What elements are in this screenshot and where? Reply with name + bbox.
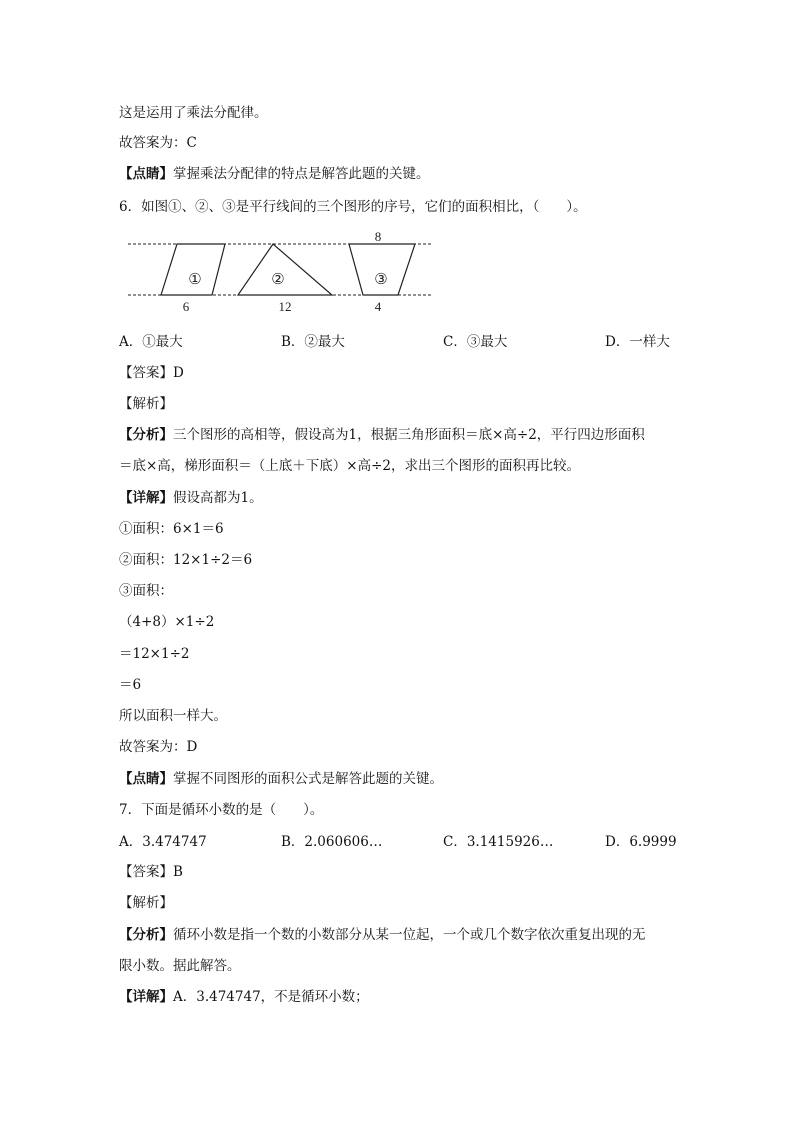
tag: 【详解】 <box>119 989 173 1005</box>
label-base-4: 4 <box>374 299 382 314</box>
figure-parallel-lines <box>120 226 440 316</box>
question-6-stem: 6．如图①、②、③是平行线间的三个图形的序号，它们的面积相比，（ ）。 <box>119 199 587 215</box>
calc-line: ＝12×1÷2 <box>119 646 190 662</box>
analysis-title: 【解析】 <box>119 396 173 412</box>
shape1-label: ① <box>188 272 202 288</box>
answer-line: 【答案】D <box>119 365 184 381</box>
option-d: D．6.9999 <box>605 834 677 850</box>
analysis-line: ＝底×高，梯形面积＝（上底＋下底）×高÷2，求出三个图形的面积再比较。 <box>119 458 581 474</box>
triangle-shape <box>238 244 332 295</box>
answer-line: 【答案】B <box>119 864 183 880</box>
label-base-12: 12 <box>278 299 292 314</box>
tag: 【点睛】 <box>119 166 173 182</box>
text: 假设高都为1。 <box>173 490 263 506</box>
text: 掌握乘法分配律的特点是解答此题的关键。 <box>173 166 430 182</box>
calc-line: ③面积： <box>119 583 173 599</box>
question-7-stem: 7．下面是循环小数的是（ ）。 <box>119 802 324 818</box>
option-d: D．一样大 <box>605 334 670 350</box>
tag: 【详解】 <box>119 490 173 506</box>
option-a: A．①最大 <box>119 334 183 350</box>
analysis-line <box>119 926 646 944</box>
shape3-label: ③ <box>374 272 388 288</box>
option-b: B．2.060606… <box>281 834 383 850</box>
tag: 【分析】 <box>119 927 173 943</box>
text: 三个图形的高相等，假设高为1，根据三角形面积＝底×高÷2，平行四边形面积 <box>173 427 645 443</box>
option-c: C．③最大 <box>443 334 508 350</box>
text: 循环小数是指一个数的小数部分从某一位起，一个或几个数字依次重复出现的无 <box>173 927 646 943</box>
conclusion-line: 故答案为：D <box>119 739 198 755</box>
option-b: B．②最大 <box>281 334 345 350</box>
analysis-title: 【解析】 <box>119 895 173 911</box>
label-base-6: 6 <box>182 299 190 314</box>
calc-line: 所以面积一样大。 <box>119 708 227 724</box>
key-point-line <box>119 770 443 788</box>
option-a: A．3.474747 <box>119 834 207 850</box>
analysis-line: 限小数。据此解答。 <box>119 958 241 974</box>
calc-line: （4+8）×1÷2 <box>119 614 215 630</box>
text-line <box>119 165 430 183</box>
calc-line: ①面积：6×1＝6 <box>119 521 224 537</box>
text: 掌握不同图形的面积公式是解答此题的关键。 <box>173 771 443 787</box>
detail-line <box>119 489 263 507</box>
calc-line: ②面积：12×1÷2＝6 <box>119 552 253 568</box>
text: A．3.474747，不是循环小数； <box>173 989 369 1005</box>
option-c: C．3.1415926… <box>443 834 554 850</box>
text-line: 故答案为：C <box>119 135 197 151</box>
tag: 【分析】 <box>119 427 173 443</box>
text-line: 这是运用了乘法分配律。 <box>119 105 268 121</box>
shape2-label: ② <box>271 272 285 288</box>
calc-line: ＝6 <box>119 677 142 693</box>
label-top-8: 8 <box>374 229 382 244</box>
detail-line <box>119 988 369 1006</box>
analysis-line <box>119 426 645 444</box>
tag: 【点睛】 <box>119 771 173 787</box>
